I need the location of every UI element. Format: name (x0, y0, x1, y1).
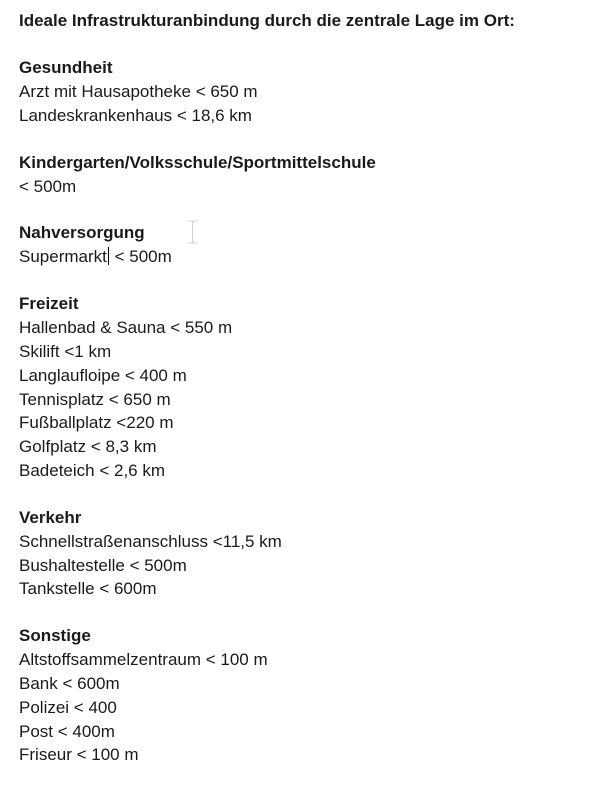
list-item: Landeskrankenhaus < 18,6 km (19, 105, 252, 125)
text-ibeam-cursor-icon (187, 220, 198, 244)
list-item: Post < 400m (19, 721, 115, 741)
list-item: Polizei < 400 (19, 697, 117, 717)
list-item: < 500m (19, 176, 77, 196)
list-item: Langlaufloipe < 400 m (19, 365, 187, 385)
list-item: Hallenbad & Sauna < 550 m (19, 318, 233, 338)
section-heading: Verkehr (19, 507, 82, 527)
section-schulen (19, 151, 589, 199)
list-item: Fußballplatz <220 m (19, 413, 174, 433)
section-freizeit (19, 292, 589, 483)
list-item: Friseur < 100 m (19, 745, 139, 765)
list-item: Arzt mit Hausapotheke < 650 m (19, 82, 258, 101)
list-item (19, 245, 589, 269)
list-item: Bushaltestelle < 500m (19, 555, 187, 575)
document-title: Ideale Infrastrukturanbindung durch die zentrale Lage im Ort: (19, 11, 515, 30)
list-item: Tankstelle < 600m (19, 579, 157, 599)
text-insertion-caret (108, 247, 109, 265)
list-item-text-after-caret: < 500m (109, 247, 172, 267)
list-item: Skilift <1 km (19, 341, 112, 361)
list-item: Altstoffsammelzentraum < 100 m (19, 650, 268, 670)
section-gesundheit (19, 56, 589, 128)
section-nahversorgung (19, 221, 589, 269)
section-sonstige (19, 624, 589, 767)
document-body[interactable] (19, 9, 589, 767)
list-item-text-before-caret: Supermarkt (19, 247, 107, 267)
list-item: Golfplatz < 8,3 km (19, 437, 157, 457)
list-item: Bank < 600m (19, 673, 120, 693)
section-verkehr (19, 506, 589, 601)
section-heading: Freizeit (19, 294, 79, 314)
list-item: Badeteich < 2,6 km (19, 460, 166, 480)
list-item: Tennisplatz < 650 m (19, 389, 171, 409)
section-heading: Sonstige (19, 626, 91, 646)
section-heading: Gesundheit (19, 58, 113, 77)
section-heading: Kindergarten/Volksschule/Sportmittelschule (19, 152, 376, 172)
list-item: Schnellstraßenanschluss <11,5 km (19, 531, 282, 551)
section-heading: Nahversorgung (19, 223, 145, 243)
